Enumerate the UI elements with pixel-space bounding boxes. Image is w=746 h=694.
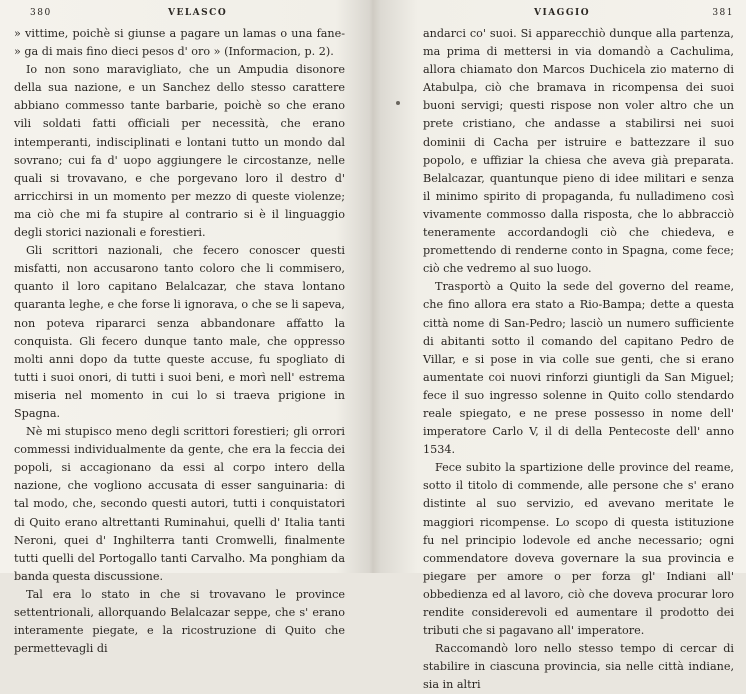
paragraph: Nè mi stupisco meno degli scrittori forestieri; gli orrori commessi individualmente da gente, che era la feccia dei popoli, si accagionano da essi al corpo intero della nazione, che vogliono accusata di esser sanguinaria: di tal modo, che, secondo questi autori, tutti i conquistatori di Quito erano altrettanti Ruminahui, quelli d' Italia tanti Neroni, quei d' Inghilterra tanti Cromwelli, finalmente tutti quelli del Portogallo tanti Carvalho. Ma ponghiam da banda questa discussione.	[14, 425, 345, 583]
left-page-number: 380	[30, 8, 52, 18]
left-running-title: VELASCO	[168, 8, 228, 18]
paragraph: Trasportò a Quito la sede del governo del reame, che fino allora era stato a Rio-Bampa; dette a questa città nome di San-Pedro; lasciò un numero sufficiente di abitanti sotto il comando del capitano Pedro de Villar, e si pose in via colle sue genti, che si erano aumentate coi nuovi rinforzi giuntigli da San Miguel; fece il suo ingresso solenne in Quito collo stendardo reale spiegato, e ne prese possesso in nome dell' imperatore Carlo V, il di della Pentecoste dell' anno 1534.	[423, 280, 734, 457]
paragraph: Raccomandò loro nello stesso tempo di cercar di stabilire in ciascuna provincia, sia nelle città indiane, sia in altri	[423, 642, 734, 692]
left-page	[0, 0, 372, 656]
right-page	[374, 0, 746, 692]
paragraph: Gli scrittori nazionali, che fecero conoscer questi misfatti, non accusarono tanto coloro che li commisero, quanto il loro capitano Belalcazar, che stava lontano quaranta leghe, e che forse li ignorava, o che se li sapeva, non poteva ripararci senza abbandonare affatto la conquista. Gli fecero dunque tanto male, che oppresso molti anni dopo da tutte queste accuse, fu spogliato di tutti i suoi onori, di tutti i suoi beni, e morì nell' estrema miseria nel momento in cui lo si traeva prigione in Spagna.	[14, 244, 345, 420]
paragraph: Tal era lo stato in che si trovavano le province settentrionali, allorquando Belalcazar seppe, che s' erano interamente piegate, e la ricostruzione di Quito che permettevagli di	[14, 587, 345, 656]
paragraph: » vittime, poichè si giunse a pagare un lamas o una fane- » ga di mais fino dieci pesos d' oro » (Informacion, p. 2).	[14, 27, 345, 59]
paragraph: Io non sono maravigliato, che un Ampudia disonore della sua nazione, e un Sanchez dello stesso carattere abbiano commesso tante barbarie, poichè so che erano vili soldati fatti officiali per necessità, che erano intemperanti, indisciplinati e lontani tutto un mondo dal sovrano; cui fa d' uopo aggiungere le circostanze, nelle quali si trovavano, e che porgevano loro il destro d' arricchirsi in un momento per mezzo di queste violenze; ma ciò che mi fa stupire al contrario si è il linguaggio degli storici nazionali e forestieri.	[14, 63, 345, 240]
right-running-title: VIAGGIO	[534, 8, 591, 18]
right-page-header	[374, 8, 746, 22]
left-page-text	[14, 25, 345, 658]
left-page-header	[0, 8, 372, 22]
paragraph: andarci co' suoi. Si apparecchiò dunque alla partenza, ma prima di mettersi in via domandò a Cachulima, allora chiamato don Marcos Duchicela zio materno di Atabulpa, ciò che bramava in ricompensa dei suoi buoni servigi; questi rispose non voler altro che un prete cristiano, che andasse a stabilirsi nei suoi dominii di Cacha per istruire e battezzare il suo popolo, e uffiziar la chiesa che aveva già preparata. Belalcazar, quantunque pieno di idee militari e senza il minimo spirito di propaganda, fu nulladimeno così vivamente commosso dalla risposta, che lo abbracciò teneramente accordandogli ciò che chiedeva, e promettendo di renderne conto in Spagna, come fece; ciò che vedremo al suo luogo.	[423, 27, 734, 276]
right-page-number: 381	[712, 8, 734, 18]
paragraph: Fece subito la spartizione delle province del reame, sotto il titolo di commende, alle persone che s' erano distinte al suo servizio, ed avevano meritate le maggiori ricompense. Lo scopo di questa istituzione fu nel principio lodevole ed anche necessario; ogni commendatore doveva governare la sua provincia e piegare per amore o per forza gl' Indiani all' obbedienza ed al lavoro, ciò che doveva procurar loro rendite considerevoli ed aumentare il prodotto dei tributi che si pagavano all' imperatore.	[423, 461, 734, 638]
right-page-text	[423, 25, 734, 694]
